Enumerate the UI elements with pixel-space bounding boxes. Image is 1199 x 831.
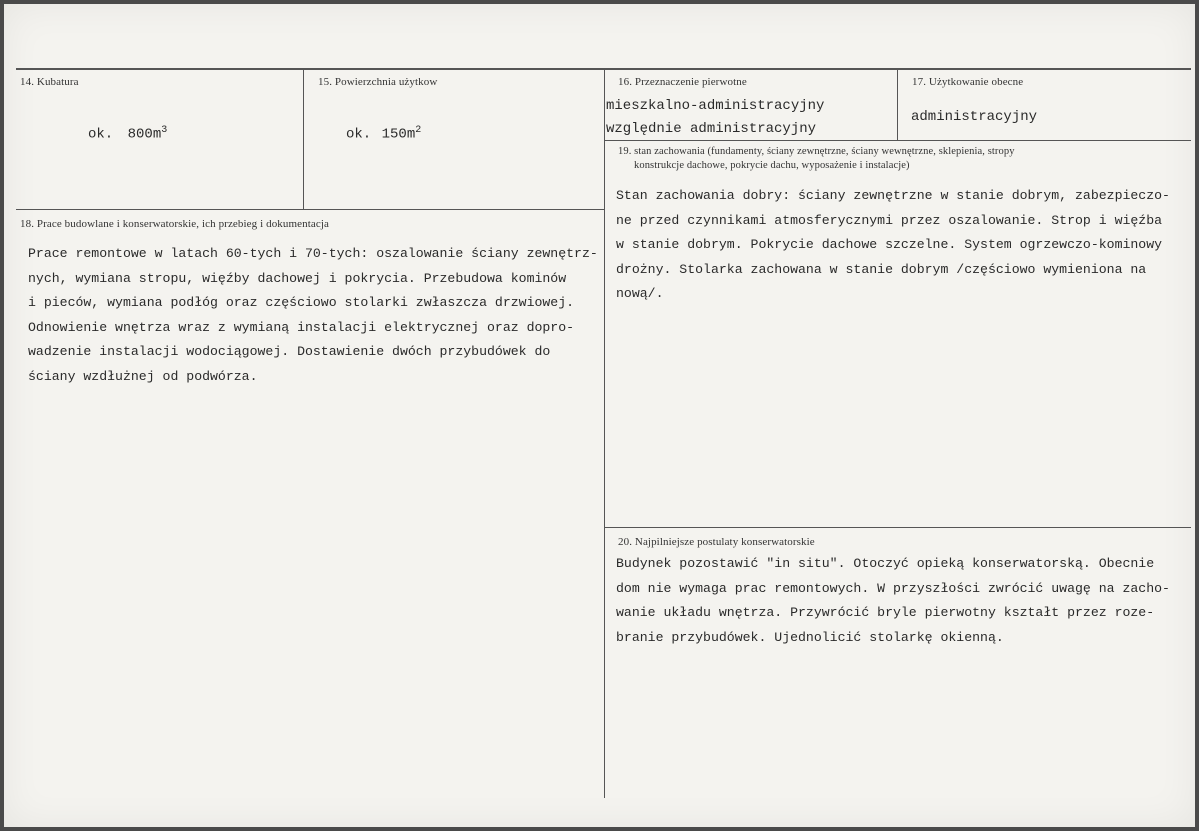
field-16-line: względnie administracyjny — [606, 121, 817, 137]
divider-16-17 — [897, 68, 898, 140]
field-18-line: ściany wzdłużnej od podwórza. — [28, 368, 258, 384]
field-16-value — [606, 95, 824, 141]
inventory-card — [4, 4, 1195, 827]
field-19-line: nową/. — [616, 286, 664, 301]
field-18-label: 18. Prace budowlane i konserwatorskie, ich przebieg i dokumentacja — [20, 218, 329, 230]
field-16-line: mieszkalno-administracyjny — [606, 98, 825, 114]
field-14-label: 14. Kubatura — [20, 76, 79, 88]
field-19-label-line2: konstrukcje dachowe, pokrycie dachu, wyposażenie i instalacje) — [634, 160, 910, 171]
field-15-superscript: 2 — [415, 125, 422, 136]
field-15-value — [346, 125, 421, 143]
field-19-line: drożny. Stolarka zachowana w stanie dobrym /częściowo wymieniona na — [616, 261, 1147, 277]
field-19-line: ne przed czynnikami atmosferycznymi przez oszalowanie. Strop i więźba — [616, 212, 1163, 228]
field-18-text — [28, 242, 598, 389]
field-18-line: Prace remontowe w latach 60-tych i 70-tych: oszalowanie ściany zewnętrz- — [28, 246, 598, 261]
field-19-line: Stan zachowania dobry: ściany zewnętrzne w stanie dobrym, zabezpieczo- — [616, 188, 1170, 203]
center-divider — [604, 68, 605, 798]
field-20-line: branie przybudówek. Ujednolicić stolarkę okienną. — [616, 629, 1004, 645]
divider-14-15 — [303, 68, 304, 209]
field-18-line: Odnowienie wnętrza wraz z wymianą instalacji elektrycznej oraz dopro- — [28, 319, 575, 335]
rule-below-row1-left — [16, 209, 604, 210]
field-20-line: dom nie wymaga prac remontowych. W przyszłości zwrócić uwagę na zacho- — [616, 580, 1170, 596]
field-20-text — [616, 552, 1170, 650]
field-15-number: 150m — [381, 126, 416, 143]
field-18-line: i pieców, wymiana podłóg oraz częściowo stolarki zwłaszcza drzwiowej. — [28, 295, 575, 310]
field-14-superscript: 3 — [161, 125, 168, 136]
field-14-value — [88, 125, 167, 143]
field-16-label: 16. Przeznaczenie pierwotne — [618, 76, 747, 88]
field-19-label-line1: 19. stan zachowania (fundamenty, ściany zewnętrzne, ściany wewnętrzne, sklepienia, stropy — [618, 146, 1015, 157]
field-14-prefix: ok. — [88, 126, 114, 143]
field-14-number: 800m — [127, 126, 162, 143]
field-15-prefix: ok. — [346, 126, 372, 143]
field-15-label: 15. Powierzchnia użytkow — [318, 76, 438, 88]
field-19-text — [616, 184, 1170, 307]
field-20-line: Budynek pozostawić "in situ". Otoczyć opieką konserwatorską. Obecnie — [616, 556, 1155, 571]
field-20-line: wanie układu wnętrza. Przywrócić bryle pierwotny kształt przez roze- — [616, 605, 1155, 620]
field-20-label: 20. Najpilniejsze postulaty konserwatorskie — [618, 536, 815, 548]
field-18-line: nych, wymiana stropu, więźby dachowej i pokrycia. Przebudowa kominów — [28, 270, 567, 286]
field-19-line: w stanie dobrym. Pokrycie dachowe szczelne. System ogrzewczo-kominowy — [616, 237, 1163, 252]
field-18-line: wadzenie instalacji wodociągowej. Dostawienie dwóch przybudówek do — [28, 344, 551, 359]
rule-below-field19 — [604, 527, 1191, 528]
field-17-label: 17. Użytkowanie obecne — [912, 76, 1024, 88]
field-17-value: administracyjny — [911, 109, 1038, 125]
